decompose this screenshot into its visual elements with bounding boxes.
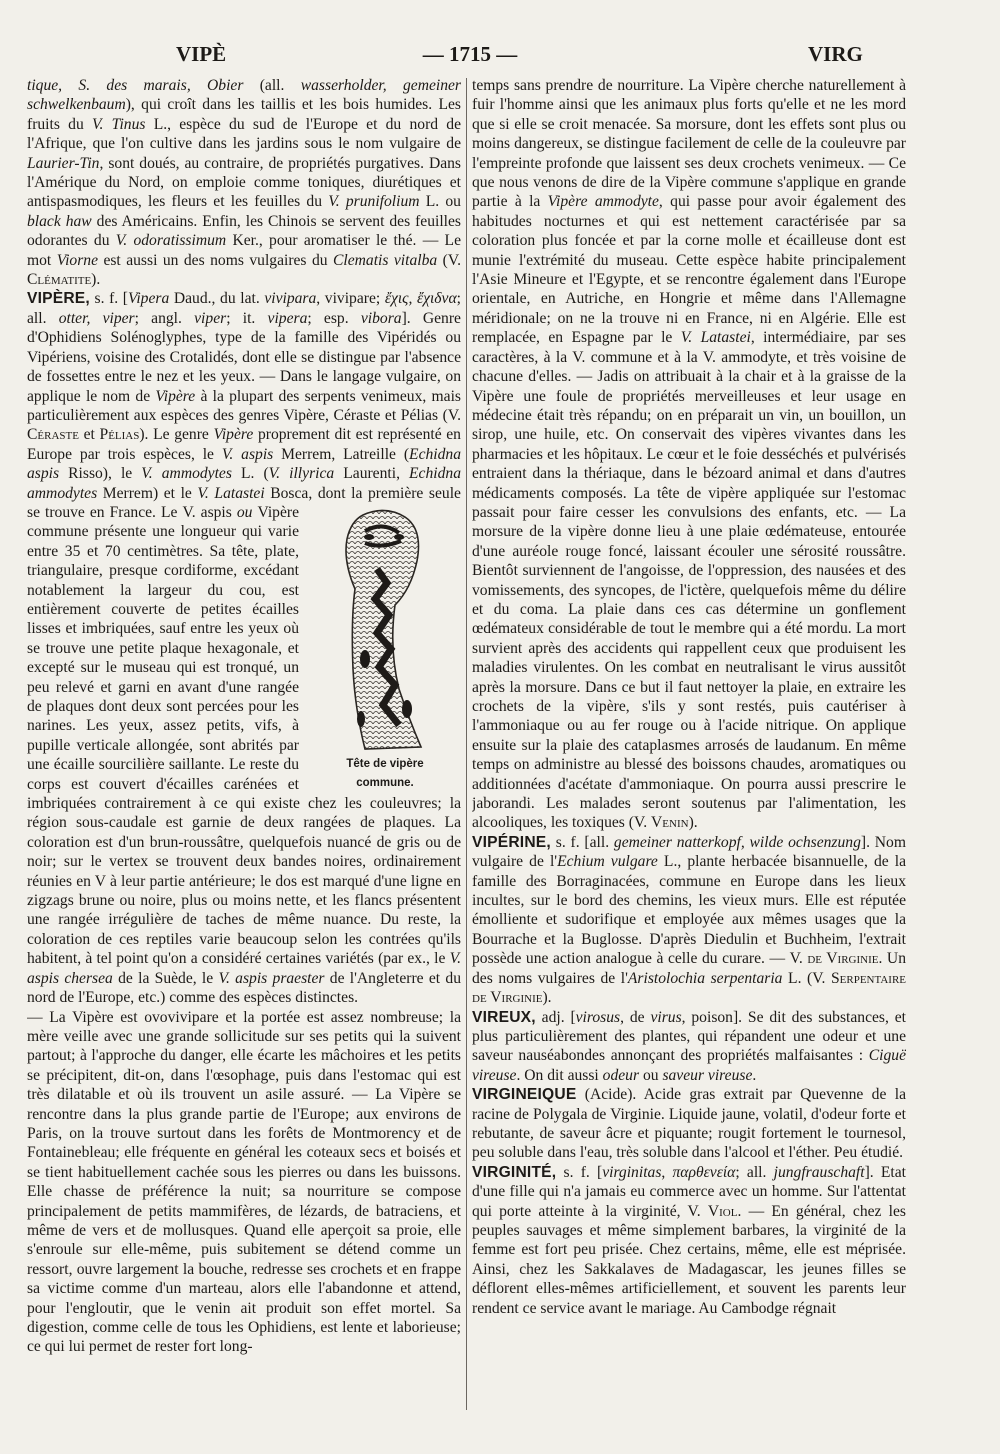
entry-text: ), qui croît dans les taillis et les bois humides. Les fruits du (27, 96, 461, 133)
entry-text: , (661, 1163, 673, 1181)
entry-text: temps sans prendre de nourriture. La Vipère cherche naturellement à fuir l'homme ainsi que les animaux plus forts qu'elle et ne les mord que si elle se croit menacée. Sa morsure, dont les effets sont plus ou moins dangereux, se distingue facilement de celle de la couleuvre par l'empreinte profonde que laissent ses deux crochets venimeux. — Ce que nous venons de dire de la Vipère commune s'applique en grande partie à la (472, 77, 906, 211)
italic-term: V. Latastei (197, 484, 265, 502)
entry-text: des Américains. Enfin, les Chinois se servent des feuilles odorantes du (27, 212, 461, 250)
entry-text: ou (639, 1066, 663, 1084)
entry-text: L. ou (419, 193, 461, 211)
italic-term: ἔχις, ἔχιδνα (384, 290, 457, 308)
entry-text: , vivipare; (316, 290, 385, 308)
italic-term: V. aspis (221, 445, 274, 463)
entry-text: L. (V. (782, 969, 831, 987)
italic-term: Aristolochia serpentaria (627, 969, 783, 987)
entry-text: s. f. [all. (550, 833, 614, 851)
entry-text: Risso), le (59, 465, 142, 483)
entry-text: L., plante herbacée bisannuelle, de la famille des Borraginacées, commune en Europe dans les lieux incultes, sur le bord des chemins, les vieux murs. Elle est réputée émolliente et sudorifique et employée aux mêmes usages que la Bourrache et la Buglosse. D'après Diedulin et Buchheim, l'extrait possède une action analogue à celle du curare. — (472, 853, 906, 968)
italic-term: Echidna aspis (27, 445, 461, 483)
italic-term: vibora (360, 309, 402, 327)
entry-text: de la Suède, le (112, 969, 219, 987)
entry-text: Clématite (27, 271, 92, 289)
entry-text: ). Le genre (139, 426, 214, 444)
entry-text: Laurenti, (334, 465, 410, 483)
italic-term: gemeiner natterkopf, wilde ochsenzung (613, 833, 861, 851)
entry-text: Venin (651, 814, 689, 832)
entry-text: , intermédiaire, par ses caractères, à la V. commune et à la V. ammodyte, et très voisine de chacune d'elles. — Jadis on attribuait à la chair et à la graisse de la Vipère une foule de propriétés merveilleuses et leur usage en médecine était très répandu; on en préparait un vin, un bouillon, un sirop, une huile, etc. On conservait des vipères vivantes dans les pharmacies et les hôpitaux. Le cœur et le foie desséchés et pulvérisés entraient dans la thériaque, dans le bézoard animal et dans d'autres médicaments composés. La tête de vipère appliquée sur l'estomac passait pour faire cesser les convulsions des enfants, etc. — La morsure de la vipère donne lieu à une plaie œdémateuse, entourée d'une auréole rouge foncé, laissant écouler une sérosité roussâtre. Bientôt surviennent de l'angoisse, de l'oppression, des nausées et des vomissements, des syncopes, de l'ictère, quelquefois même du délire et du coma. La plaie dans ces cas détermine un gonflement œdémateux considérable de tout le membre qui a été mordu. La mort survient après des accidents qui rappellent ceux que produisent les maladies virulentes. On les combat en neutralisant le virus aussitôt après la morsure. Dans ce but il faut nettoyer la plaie, en extraire les crochets de la vipère, s'ils y sont restés, puis cautériser à l'ammoniaque ou au fer rouge ou à l'acide nitrique. On applique ensuite sur la plaie des cataplasmes arrosés de laudanum. En même temps on administre au blessé des boissons chaudes, aromatiques ou additionnées d'acétate d'ammoniaque. On pourra aussi prescrire le jaborandi. Les malades seront soutenus par l'alimentation, les alcooliques, les toxiques (V. (472, 329, 906, 832)
entry-text: s. f. [ (89, 290, 128, 308)
entry-text: ; angl. (134, 309, 195, 327)
header-left-guideword: VIPÈ (176, 42, 227, 66)
entry-text: ). (91, 271, 101, 289)
italic-term: V. aspis chersea (27, 950, 461, 987)
italic-term: Clematis vitalba (333, 251, 438, 269)
running-header (0, 42, 1000, 72)
entry-text: V. de Virginie (789, 950, 879, 968)
entry-text: (all. (243, 77, 301, 94)
italic-term: viper (194, 309, 227, 327)
entry-viorne-continued (27, 76, 461, 289)
italic-term: V. odoratissimum (115, 232, 227, 250)
entry-text: Merrem) et le (97, 484, 198, 502)
entry-text: , sont doués, au contraire, de propriétés purgatives. Dans l'Amérique du Nord, on emploie comme toniques, diurétiques et antispasmodiques, les fleurs et les feuilles du (27, 154, 461, 211)
italic-term: ou (231, 503, 258, 521)
italic-term: black haw (27, 212, 92, 230)
entry-vipere (27, 289, 461, 1007)
entry-text: s. f. [ (556, 1163, 603, 1181)
italic-term: Vipère (155, 387, 196, 405)
entry-text: Bosca, dont la première seule se trouve en France. Le (27, 484, 461, 521)
italic-term: Vipera (127, 290, 170, 308)
entry-text: est aussi un des noms vulgaires du (98, 251, 333, 269)
headword-virginite: VIRGINITÉ, (472, 1163, 557, 1181)
header-right-guideword: VIRG (808, 42, 863, 66)
headword-viperine: VIPÉRINE, (472, 833, 551, 851)
entry-text: adj. [ (535, 1008, 576, 1026)
entry-text: ; it. (226, 309, 268, 327)
entry-text: Tête de vipère (346, 757, 424, 770)
entry-text: proprement dit est représenté en Europe par trois espèces, le (27, 426, 461, 463)
entry-text: Serpentaire de Virginie (472, 969, 906, 1007)
italic-term: jungfrauschaft (773, 1163, 865, 1181)
entry-text: Merrem, Latreille ( (273, 445, 410, 463)
entry-text: ). (688, 814, 698, 832)
headword-vipere: VIPÈRE, (27, 290, 90, 308)
column-divider (466, 78, 467, 1410)
figure-caption (346, 758, 423, 789)
entry-text: Céraste (27, 426, 79, 444)
page-number: — 1715 — (422, 42, 518, 66)
italic-term: V. ammodytes (141, 465, 232, 483)
italic-term: wasserholder, gemeiner schwelkenbaum (27, 77, 461, 114)
entry-viperine (472, 833, 906, 1008)
entry-text: ]. Etat d'une fille qui n'a jamais eu commerce avec un homme. Sur l'attentat qui porte atteinte à la virginité, V. (472, 1163, 906, 1220)
entry-text: présente une longueur qui varie entre 35 et 70 centimètres. Sa tête, plate, triangulaire, presque cordiforme, excédant notablement la largeur du cou, est entièrement couverte de petites écailles lisses et imbriquées, sauf entre les yeux où se trouve une petite plaque hexagonale, et excepté sur le museau qui est tronqué, un peu relevé et garni en avant d'une rangée de plaques dont deux sont percées pour les narines. Les yeux, assez petits, vifs, à pupille verticale allongée, sont abrités par une écaille sourcilière saillante. Le reste du corps est couvert d'écailles carénées et imbriquées contrairement à ce qui existe chez les couleuvres; la région sous-caudale est garnie de deux rangées de plaques. La coloration est d'un brun-roussâtre, quelquefois nuancé de gris ou de noir; sur le vertex se trouvent deux bandes noires, ordinairement réunies en V à leur partie antérieure; le dos est marqué d'une ligne en zigzags brune ou noire, plus ou moins nette, et les flancs présentent une rangée irrégulière de taches de même nuance. Du reste, la coloration de ces reptiles varie beaucoup selon les contrées qu'ils habitent, à tel point qu'on a considéré certaines variétés (par ex., le (27, 523, 461, 968)
entry-text: Vipère commune (27, 503, 299, 541)
italic-term: virus (650, 1008, 682, 1026)
entry-text: de l'Angleterre et du nord de l'Europe, etc.) comme des espèces distinctes. (27, 969, 461, 1007)
entry-text: ; all. (27, 290, 461, 327)
italic-term: odeur (602, 1066, 640, 1084)
entry-text: , qui passe pour avoir également des habitudes nocturnes et qui est nettement caractérisée par sa coloration plus foncée et par la corne molle et écailleuse dont est munie l'extrémité du museau. Cette espèce habite principalement l'Asie Mineure et l'Egypte, et se rencontre également dans l'Europe orientale, en Autriche, en Hongrie et même dans l'Allemagne méridionale; on ne la trouve ni en France, ni en Algérie. Elle est remplacée, en Espagne par le (472, 193, 906, 347)
viper-head-figure (309, 509, 461, 790)
entry-text: commune. (356, 777, 414, 790)
entry-text: . Un des noms vulgaires de l' (472, 950, 906, 987)
entry-text: ). (542, 989, 552, 1007)
italic-term: Vipère (213, 426, 254, 444)
entry-vireux (472, 1008, 906, 1086)
entry-text: Viol (707, 1202, 738, 1220)
entry-text: L., espèce du sud de l'Europe et du nord de l'Afrique, que l'on cultive dans les jardins sous le nom vulgaire de (27, 115, 461, 153)
headword-virgineique: VIRGINEIQUE (472, 1086, 577, 1104)
italic-term: tique, S. des marais, Obier (27, 77, 244, 94)
entry-text: . — En général, chez les peuples sauvages et même simplement barbares, la virginité de la femme est fort peu prisée. Chez certains, même, elle est méprisée. Ainsi, chez les Sakkalaves de Madagascar, les jeunes filles se déflorent elles-mêmes artificiellement, et souvent les parents leur rendent ce service avant le mariage. Au Cambodge régnait (472, 1202, 906, 1317)
entry-text: ; esp. (307, 309, 361, 327)
italic-term: virginitas (602, 1163, 662, 1181)
entry-virgineique (472, 1085, 906, 1163)
entry-vipere-continued (472, 76, 906, 833)
entry-virginite (472, 1163, 906, 1318)
entry-text: V. aspis (182, 503, 232, 521)
entry-text: Pélias (99, 426, 140, 444)
entry-text: . (752, 1066, 757, 1084)
entry-text: L. ( (231, 465, 269, 483)
right-column (472, 76, 906, 1406)
entry-text: . On dit aussi (516, 1066, 603, 1084)
entry-text: ; all. (735, 1163, 774, 1181)
entry-text: , de (620, 1008, 651, 1026)
entry-text: et (78, 426, 100, 444)
italic-term: Ciguë vireuse (472, 1047, 906, 1084)
entry-vipere-reproduction: — La Vipère est ovovivipare et la portée est assez nombreuse; la mère veille avec une grande sollicitude sur ses petits qui la suivent partout; à l'approche du danger, elle écarte les mâchoires et les petits se précipitent, dit-on, dans l'œsophage, puis dans l'estomac qui est très dilatable et où ils trouvent un asile assuré. — La Vipère se rencontre dans la plus grande partie de l'Europe; aux environs de Paris, on la trouve surtout dans les forêts de Montmorency et de Fontainebleau; elle fréquente en général les coteaux secs et boisés et se tient habituellement cachée sous les pierres ou dans les buissons. Elle chasse de préférence la nuit; sa nourriture se compose principalement de petits mammifères, de lézards, de batraciens, et même de vers et de mollusques. Quand elle aperçoit sa proie, elle s'enroule sur elle-même, puis subitement se détend comme un ressort, ouvre largement la bouche, redresse ses crochets et en frappe sa victime comme d'un marteau, alors elle l'abandonne et attend, pour l'engloutir, que le venin ait produit son effet mortel. Sa digestion, comme celle de tous les Ophidiens, est lente et laborieuse; ce qui lui permet de rester fort long- (27, 1008, 461, 1356)
headword-vireux: VIREUX, (472, 1008, 536, 1026)
italic-term: V. aspis praester (218, 969, 325, 987)
entry-text: à la plupart des serpents venimeux, mais particulièrement aux espèces des genres Vipère, Céraste et Pélias (V. (27, 387, 461, 424)
italic-term: Vipère ammodyte (547, 193, 659, 211)
entry-text: ]. Genre d'Ophidiens Solénoglyphes, type de la famille des Vipéridés ou Vipériens, voisine des Crotalidés, dont elle se distingue par l'absence de fossettes entre le nez et les yeux. — Dans le langage vulgaire, on applique le nom de (27, 309, 461, 405)
italic-term: virosus (575, 1008, 621, 1026)
left-column (27, 76, 461, 1406)
italic-term: saveur vireuse (662, 1066, 753, 1084)
italic-term: Echium vulgare (557, 853, 658, 871)
italic-term: Laurier-Tin (27, 154, 100, 172)
italic-term: V. illyrica (268, 465, 335, 483)
italic-term: V. prunifolium (328, 193, 420, 211)
italic-term: Echidna ammodytes (27, 465, 461, 502)
entry-text: (V. (437, 251, 461, 269)
entry-text: ]. Nom vulgaire de l' (472, 833, 906, 871)
italic-term: vipera (267, 309, 308, 327)
italic-term: Viorne (56, 251, 98, 269)
entry-text: Ker., pour aromatiser le thé. — Le mot (27, 232, 461, 269)
viper-head-illustration (325, 509, 445, 753)
italic-term: otter, viper (58, 309, 135, 327)
entry-text: Daud., du lat. (169, 290, 265, 308)
italic-term: V. Latastei (680, 329, 751, 347)
entry-text: (Acide). Acide gras extrait par Quevenne de la racine de Polygala de Virginie. Liquide jaune, volatil, d'odeur forte et rebutante, de saveur âcre et piquante; rougit fortement le tournesol, peu soluble dans l'eau, très soluble dans l'alcool et l'éther. Peu étudié. (472, 1086, 906, 1162)
italic-term: παρθενεία (672, 1163, 736, 1181)
italic-term: V. Tinus (92, 115, 146, 133)
italic-term: vivipara (264, 290, 317, 308)
entry-text: , poison]. Se dit des substances, et plus particulièrement des plantes, qui répandent une odeur et une saveur nauséabondes annonçant des propriétés malfaisantes : (472, 1008, 906, 1065)
